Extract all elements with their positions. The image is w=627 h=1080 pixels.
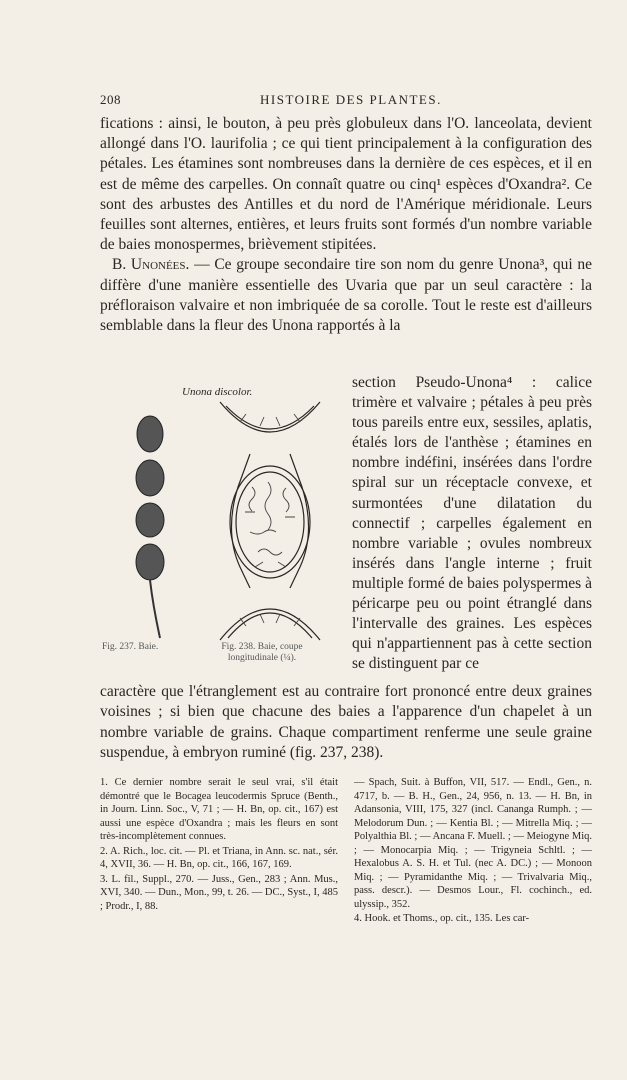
figure-237-caption: Fig. 237. Baie. — [102, 642, 159, 652]
footnote-2: 2. A. Rich., loc. cit. — Pl. et Triana, in Ann. sc. nat., sér. 4, XVII, 36. — H. Bn, op. cit., 166, 167, 169. — [100, 845, 338, 870]
footnote-1: 1. Ce dernier nombre serait le seul vrai, s'il était démontré que le Bocagea leucodermis Spruce (Benth., in Journ. Linn. Soc., V, 71 ; — H. Bn, op. cit., 167) est aussi une espèce d'Oxandra ; mais les fleurs en sont très-incomplètement connues. — [100, 777, 338, 842]
page-number: 208 — [100, 92, 121, 107]
footnotes-left-column — [100, 776, 338, 927]
side-text: section Pseudo-Unona⁴ : calice trimère et valvaire ; pétales à peu près tous pareils entre eux, sessiles, aplatis, étalés lors de l'anthèse ; étamines en nombre indéfini, insérées dans l'ordre spiral sur un réceptacle convexe, et surmontées d'une dilatation du connectif ; carpelles également en nombre variable ; ovules nombreux insérés dans l'angle interne ; fruit multiple formé de baies polyspermes à péricarpe peu ou point étranglé dans l'intervalle des graines. Les espèces qui n'appartiennent pas à cette section se distinguent par ce — [352, 374, 592, 673]
footnote-3: 3. L. fil., Suppl., 270. — Juss., Gen., 283 ; Ann. Mus., XVI, 340. — Dun., Mon., 99, t. 26. — DC., Syst., I, 485 ; Prodr., I, 88. — [100, 873, 338, 912]
footnote-4: 4. Hook. et Thoms., op. cit., 135. Les car- — [354, 913, 530, 924]
footnote-3-continued: — Spach, Suit. à Buffon, VII, 517. — Endl., Gen., n. 4717, b. — B. H., Gen., 24, 956, n. 13. — H. Bn, in Adansonia, VIII, 175, 327 (incl. Cananga Rumph. ; — Melodorum Dun. ; — Kentia Bl. ; — Mitrella Miq. ; — Polyalthia Bl. ; — Ancana F. Muell. ; — Meiogyne Miq. ; — Monocarpia Miq. ; — Trigyneia Schltl. ; — Hexalobus A. S. H. et Tul. (nec A. DC.) ; — Monoon Miq. ; — Pyramidanthe Miq. ; — Trivalvaria Miq., pass. descr.). — Desmos Lour., Fl. cochinch., ed. ulyssip., 352. — [354, 777, 592, 910]
closing-paragraph: caractère que l'étranglement est au contraire fort prononcé entre deux graines voisines ; si bien que chacune des baies a l'apparence d'un chapelet à un nombre variable de grains. Chaque compartiment renferme une seule graine suspendue, à embryon ruminé (fig. 237, 238). — [100, 683, 592, 762]
paragraph-oxandra: fications : ainsi, le bouton, à peu près globuleux dans l'O. lanceolata, devient allongé dans l'O. laurifolia ; ce qui tient principalement à la configuration des pétales. Les étamines sont nombreuses dans la dernière de ces espèces, et il en est de même des carpelles. On connaît quatre ou cinq¹ espèces d'Oxandra². Ce sont des arbustes des Antilles et du nord de l'Amérique méridionale. Leurs feuilles sont alternes, entières, et leurs fruits sont formés d'un nombre variable de baies monospermes, brièvement stipitées. — [100, 115, 592, 254]
fig-238-berry-section — [210, 392, 330, 642]
figure-unona-discolor — [102, 386, 342, 686]
figure-238-caption: Fig. 238. Baie, coupe longitudinale (¼). — [221, 642, 303, 663]
main-text — [100, 114, 592, 336]
footnotes-right-column — [354, 776, 592, 927]
section-heading: B. Unonées. — [112, 256, 190, 274]
running-title: HISTOIRE DES PLANTES. — [260, 92, 442, 107]
footnotes — [100, 776, 592, 927]
paragraph-unonees — [100, 255, 592, 336]
figure-title: Unona discolor. — [182, 386, 253, 398]
paragraph-unonees-text: — Ce groupe secondaire tire son nom du genre Unona³, qui ne diffère d'une manière essentielle des Uvaria que par un seul caractère : la préfloraison valvaire et non imbriquée de sa corolle. Tout le reste est d'ailleurs semblable dans la fleur des Unona rapportés à la — [100, 256, 592, 335]
fig-237-berry-chain — [120, 406, 190, 646]
